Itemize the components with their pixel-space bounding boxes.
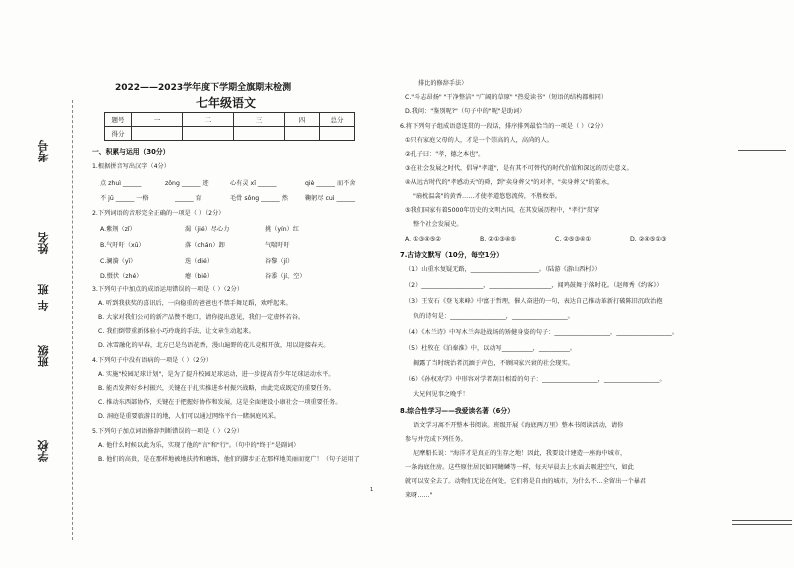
q1-blank: 毛骨 sǒng ______ 然 xyxy=(230,195,288,202)
score-cell xyxy=(320,127,355,141)
q2-option: C.澜漪（yī） xyxy=(100,258,137,265)
q7-line: （2）____________________，____________________，闻鸡鼓舞于落时花。（赵师秀《约客》） xyxy=(405,282,663,289)
score-table xyxy=(104,112,355,141)
score-cell xyxy=(234,127,285,141)
question-3: 3.下列句子中加点的成语运用错误的一项是（ ）（2分） xyxy=(92,286,244,293)
q4-option: A. 实施"校园足球计划"，是为了提升校园足球运动，进一步提高青少年足球运动水平。 xyxy=(98,371,335,378)
q1-blank: 点 zhuì ______ xyxy=(100,180,142,187)
q2-option: 瘪（biē） xyxy=(185,273,214,280)
score-header-cell: 一 xyxy=(132,113,183,127)
q8-text: 就可以安全去了。动物们无论在何处，它们将是自由的城市，为什么不...全留出一个暴君 xyxy=(405,478,647,485)
q1-blank: qiè ______ 而不舍 xyxy=(305,180,356,187)
q6-sentence: ③在社会发展之时代，倡导"孝道"，是有其不可替代的时代价值和深远的历史意义。 xyxy=(405,165,633,172)
q6-sentence: ⑤我们国家有着5000年历史的文明古国，在其发展历程中，"孝行"贯穿 xyxy=(405,207,600,214)
question-8: 8.综合性学习——我爱读名著（6分） xyxy=(400,407,514,415)
q2-option: D.慑伏（zhé） xyxy=(100,273,143,280)
score-cell xyxy=(183,127,234,141)
q3-option: B. 大家对我们公司的新产品赞不绝口，请你提出意见，我们一定虚怀若谷。 xyxy=(98,314,305,321)
q7-line: （4）《木兰诗》中写木兰奔赴战场的矫健身姿的句子：__________________，__________________。 xyxy=(405,329,679,336)
margin-label-school: 学校 xyxy=(37,440,50,462)
margin-label-class-char: 班 xyxy=(37,284,50,295)
q7-line: 大兄何见事之晚乎！ xyxy=(413,391,469,398)
question-7: 7.古诗文默写（10分，每空1分） xyxy=(400,251,504,259)
q8-text: 尼摩船长说："海洋才是真正的生存之地！因此，我要设计建造一座海中城市， xyxy=(413,450,627,457)
q2-option: B.气吁吁（xū） xyxy=(100,242,145,249)
score-header-cell: 二 xyxy=(183,113,234,127)
q7-line: （6）《孙权劝学》中形容对学者刮目相看的句子：__________________，__________________。 xyxy=(405,376,666,383)
q6-sentence: 整个社会发展史。 xyxy=(413,221,463,228)
score-header-cell: 题号 xyxy=(105,113,132,127)
section-1-heading: 一、积累与运用（30分） xyxy=(92,148,170,156)
q1-blank: 鞠躬尽 cuì ______ xyxy=(305,195,356,202)
question-6: 6.将下列句子组成语意连贯的一段话，排序排列最恰当的一项是（ ）（2分） xyxy=(400,123,607,130)
q3-option: C. 我们倒带重新体验小巧玲珑的手法，让文章生动起来。 xyxy=(98,328,255,335)
binding-line xyxy=(72,100,73,540)
score-cell xyxy=(132,127,183,141)
score-header-cell: 三 xyxy=(234,113,285,127)
question-4: 4.下列句子中没有语病的一项是（ ）（2分） xyxy=(92,357,213,364)
q8-text: 一条海底住房。这些原住居民如同鳍鳞等一样，每天早晨去上水面去吸进空气，如此 xyxy=(405,464,634,471)
margin-label-name: 姓名 xyxy=(37,232,50,254)
q1-blank: 心有灵 xī ______ xyxy=(230,180,277,187)
margin-label-exam-no: 考号 xyxy=(37,140,50,162)
q2-option: 挑（yín）红 xyxy=(265,226,300,233)
q7-line: （5）杜牧在《泊秦淮》中，以动写__________，__________。 xyxy=(405,345,576,352)
q8-text: 语文学习离不开整本书阅读。班级开展《海底两万里》整本书阅读活动，请你 xyxy=(413,422,624,429)
q7-line: 负的诗句是：__________________，__________________。 xyxy=(413,313,574,320)
q2-option: 迭（dié） xyxy=(185,258,214,265)
q5-option: B. 他们的高贵，是在那样地被地扶持和磨练，他们的脚步正在那样地美丽而宽广！（句子运用了 xyxy=(98,456,360,463)
margin-label-grade: 年 xyxy=(37,300,50,311)
edge-rule-bottom-1 xyxy=(732,520,792,521)
q7-line: （3）王安石《登飞来峰》中富于哲理，催人奋进的一句，表达自己推动革新打破陈旧沉政治抱 xyxy=(405,298,663,305)
question-5: 5.下列句子加点词语修辞判断错误的一项是（ ）（2分） xyxy=(92,428,244,435)
q5-option-c: C."斗志昂扬" "干净整洁" "广阔的草原" "热爱读书"（短语的结构都相同） xyxy=(405,94,608,101)
q6-choice: B. ②①③④⑤ xyxy=(480,236,516,243)
q4-option: D. 洞庭是重要旅游目的地，人们可以通过网络平台一睹洞庭风采。 xyxy=(98,413,280,420)
q6-choice: D. ②④⑤①③ xyxy=(630,236,667,243)
page-number: 1 xyxy=(370,487,374,493)
q3-option: A. 听到我获奖的喜讯后，一向稳重的爸爸也不禁手舞足蹈，欢呼起来。 xyxy=(98,300,292,307)
score-header-cell: 四 xyxy=(285,113,320,127)
q6-choice: C. ②⑤③④① xyxy=(555,236,591,243)
q2-option: 谷黍（jí、空） xyxy=(265,273,306,280)
q5-continuation: 排比的修辞手法） xyxy=(418,80,468,87)
q6-sentence: ④从远古时代的"孝感动天"的舜，到"卖身葬父"的对孝，"卖身葬父"的董永， xyxy=(405,179,614,186)
q8-text: 参与并完成下列任务。 xyxy=(405,436,467,443)
q8-text: 来呀……" xyxy=(405,492,433,499)
q2-option: A.紫荆（zǐ） xyxy=(100,226,136,233)
q1-blank: ______ 育 xyxy=(175,195,202,202)
q1-blank: zōng ______ 迹 xyxy=(165,180,209,187)
q3-option: D. 冰雪融化的早春，北方已是鸟语花香，漫山遍野的花儿竞相开放，用以迎接春天。 xyxy=(98,342,330,349)
q6-sentence: ①只有家庭父母的人，才是一个崇高的人，高尚的人。 xyxy=(405,137,553,144)
score-header-cell: 总分 xyxy=(320,113,355,127)
q6-sentence: "扇枕温衾"的黄香……才使孝道悠悠流传，不胜枚举。 xyxy=(413,193,562,200)
q2-option: 落（chán）卸 xyxy=(185,242,225,249)
q1-blank: 不 jū ______ 一格 xyxy=(100,195,149,202)
score-row-label: 得分 xyxy=(105,127,132,141)
q2-option: 谷黎（jí） xyxy=(265,258,294,265)
q6-choice: A. ①③④⑤② xyxy=(405,236,441,243)
q4-option: C. 推动东西部协作，关键在于把握好协作和发展，这是全面建设小康社会一项重要任务。 xyxy=(98,399,342,406)
margin-label-class: 班级 xyxy=(37,345,50,367)
question-1: 1.根据拼音写出汉字（4分） xyxy=(92,163,170,170)
edge-rule-top xyxy=(738,150,786,151)
score-cell xyxy=(285,127,320,141)
edge-rule-bottom-2 xyxy=(732,524,792,525)
question-2: 2.下列词语的音形完全正确的一项是（ ）（2分） xyxy=(92,210,225,217)
q4-option: B. 能否发挥好乡村振兴，关键在于扎实推进乡村振兴战略，由此完成既定的重要任务。 xyxy=(98,385,336,392)
q5-option: A. 他什么时候以此为乐，实现了他的"言"和"行"。（句中的"终于"是副词） xyxy=(98,442,300,449)
q2-option: 渴（jié）尽心力 xyxy=(185,226,230,233)
exam-subtitle: 七年级语文 xyxy=(196,96,257,110)
exam-title: 2022——2023学年度下学期全旗期末检测 xyxy=(115,83,292,93)
q7-line: （1）山重水复疑无路，______________________。（陆游《游山西村》） xyxy=(405,266,601,273)
q5-option-d: D.我问："鉴别呢?"（句子中的"呢"是助词） xyxy=(405,108,526,115)
q6-sentence: ②孔子曰："孝，德之本也"。 xyxy=(405,151,485,158)
q7-line: 揭露了当时统治者沉湎于声色，不顾国家兴衰的社会现实。 xyxy=(413,360,574,367)
q2-option: 气喘吁吁 xyxy=(265,242,290,249)
